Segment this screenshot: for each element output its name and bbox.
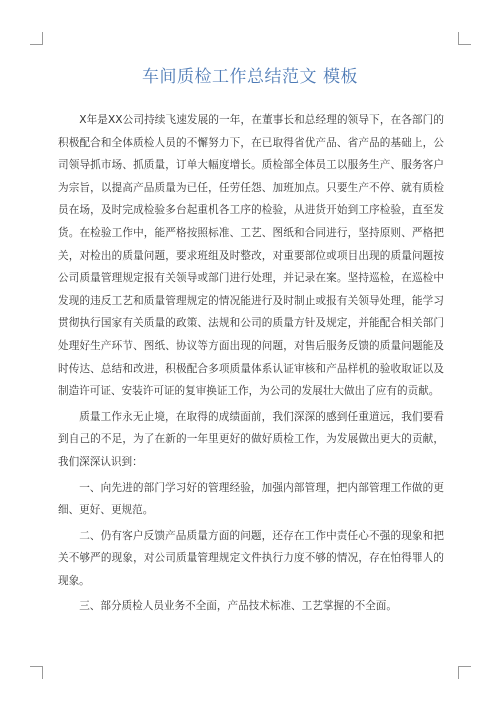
crop-mark-bottom-right (458, 666, 471, 679)
document-title: 车间质检工作总结范文 模板 (142, 67, 358, 87)
paragraph-intro: X年是XX公司持续飞速发展的一年，在董事长和总经理的领导下，在各部门的积极配合和全体质检人员的不懈努力下，在已取得省优产品、省产品的基础上，公司领导抓市场、抓质量，订单大幅度增长。质检部全体员工以服务生产、服务客户为宗旨，以提高产品质量为已任，任劳任怨、加班加点。只要生产不停、就有质检员在场，及时完成检验多台起重机各工序的检验，从进货开始到工序检验，直至发货。在检验工作中，能严格按照标准、工艺、图纸和合同进行，坚持原则、严格把关，对检出的质量问题，要求班组及时整改，对重要部位或项目出现的质量问题按公司质量管理规定报有关领导或部门进行处理，并记录在案。坚持巡检，在巡检中发现的违反工艺和质量管理规定的情况能进行及时制止或报有关领导处理，能学习贯彻执行国家有关质量的政策、法规和公司的质量方针及规定，并能配合相关部门处理好生产环节、图纸、协议等方面出现的问题，对售后服务反馈的质量问题能及时传达、总结和改进，积极配合多项质量体系认证审核和产品样机的验收取证以及制造许可证、安装许可证的复审换证工作，为公司的发展壮大做出了应有的贡献。 (58, 114, 444, 398)
paragraph-point-2: 二、仍有客户反馈产品质量方面的问题，还存在工作中责任心不强的现象和把关不够严的现象，对公司质量管理规定文件执行力度不够的情况，存在怕得罪人的现象。 (58, 529, 444, 587)
crop-mark-top-right (458, 32, 471, 45)
document-body (58, 109, 444, 621)
paragraph-point-3: 三、部分质检人员业务不全面，产品技术标准、工艺掌握的不全面。 (79, 600, 397, 613)
crop-mark-bottom-left (30, 666, 43, 679)
paragraph-point-1: 一、向先进的部门学习好的管理经验，加强内部管理，把内部管理工作做的更细、更好、更规范。 (58, 481, 444, 517)
crop-mark-top-left (30, 32, 43, 45)
paragraph-outlook: 质量工作永无止境，在取得的成绩面前，我们深深的感到任重道远，我们要看到自己的不足，为了在新的一年里更好的做好质检工作，为发展做出更大的贡献，我们深深认识到： (58, 410, 444, 468)
